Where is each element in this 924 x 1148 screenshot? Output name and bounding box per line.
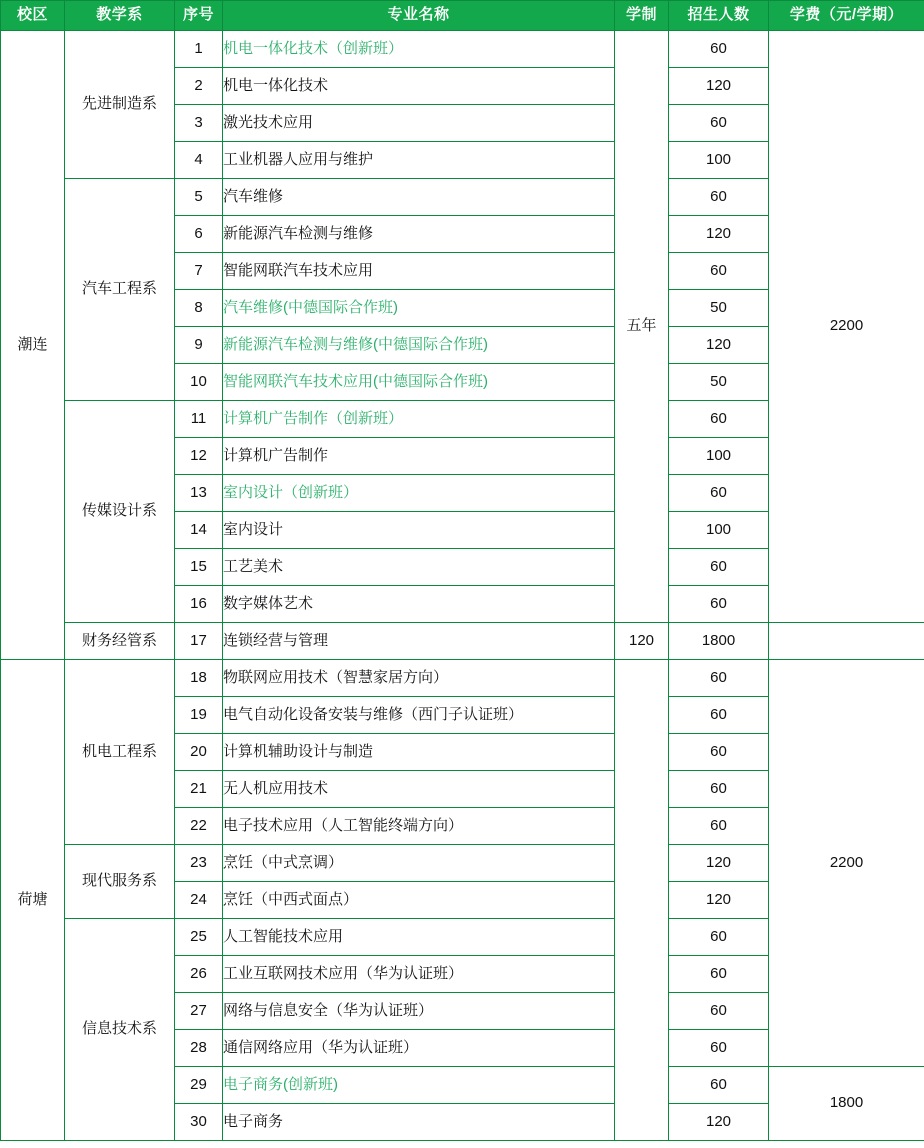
row-quota: 120 [669, 216, 769, 253]
row-no: 16 [175, 586, 223, 623]
row-quota: 120 [669, 327, 769, 364]
campus-cell-chaolian: 潮连 [1, 31, 65, 660]
row-no: 23 [175, 845, 223, 882]
row-quota: 60 [669, 549, 769, 586]
dept-cell-modern-service: 现代服务系 [65, 845, 175, 919]
row-quota: 60 [669, 1067, 769, 1104]
row-major: 烹饪（中西式面点） [223, 882, 615, 919]
row-quota: 60 [669, 586, 769, 623]
row-major: 工艺美术 [223, 549, 615, 586]
row-no: 3 [175, 105, 223, 142]
header-fee: 学费（元/学期） [769, 1, 924, 31]
row-quota: 60 [669, 993, 769, 1030]
row-quota: 100 [669, 438, 769, 475]
row-no: 25 [175, 919, 223, 956]
row-no: 6 [175, 216, 223, 253]
row-quota: 60 [669, 919, 769, 956]
row-no: 9 [175, 327, 223, 364]
row-no: 18 [175, 660, 223, 697]
row-no: 5 [175, 179, 223, 216]
row-quota: 120 [669, 882, 769, 919]
row-major: 计算机广告制作 [223, 438, 615, 475]
dept-cell-mechatronics-engineering: 机电工程系 [65, 660, 175, 845]
row-major: 电子技术应用（人工智能终端方向） [223, 808, 615, 845]
header-no: 序号 [175, 1, 223, 31]
row-major: 机电一体化技术 [223, 68, 615, 105]
row-major: 激光技术应用 [223, 105, 615, 142]
row-major: 智能网联汽车技术应用 [223, 253, 615, 290]
row-major: 智能网联汽车技术应用(中德国际合作班) [223, 364, 615, 401]
row-quota: 120 [615, 623, 669, 660]
campus-cell-hetang: 荷塘 [1, 660, 65, 1141]
fee-cell-2200-hetang: 2200 [769, 660, 924, 1067]
row-no: 8 [175, 290, 223, 327]
row-major: 计算机辅助设计与制造 [223, 734, 615, 771]
row-no: 21 [175, 771, 223, 808]
row-major: 电子商务 [223, 1104, 615, 1141]
row-quota: 60 [669, 253, 769, 290]
row-major: 物联网应用技术（智慧家居方向） [223, 660, 615, 697]
row-major: 工业互联网技术应用（华为认证班） [223, 956, 615, 993]
row-no: 17 [175, 623, 223, 660]
row-major: 汽车维修(中德国际合作班) [223, 290, 615, 327]
header-quota: 招生人数 [669, 1, 769, 31]
row-no: 4 [175, 142, 223, 179]
row-major: 数字媒体艺术 [223, 586, 615, 623]
row-no: 10 [175, 364, 223, 401]
row-major: 室内设计（创新班） [223, 475, 615, 512]
header-campus: 校区 [1, 1, 65, 31]
years-cell [615, 660, 669, 1141]
row-major: 烹饪（中式烹调） [223, 845, 615, 882]
row-quota: 60 [669, 771, 769, 808]
row-no: 26 [175, 956, 223, 993]
fee-cell-1800-hetang: 1800 [769, 1067, 924, 1141]
row-major: 工业机器人应用与维护 [223, 142, 615, 179]
row-major: 机电一体化技术（创新班） [223, 31, 615, 68]
row-major: 汽车维修 [223, 179, 615, 216]
row-major: 电子商务(创新班) [223, 1067, 615, 1104]
row-no: 13 [175, 475, 223, 512]
row-major: 新能源汽车检测与维修(中德国际合作班) [223, 327, 615, 364]
dept-cell-information-technology: 信息技术系 [65, 919, 175, 1141]
row-quota: 120 [669, 845, 769, 882]
table-row [1, 623, 924, 660]
row-no: 20 [175, 734, 223, 771]
table-row [1, 31, 924, 68]
row-no: 24 [175, 882, 223, 919]
row-quota: 50 [669, 290, 769, 327]
row-quota: 60 [669, 401, 769, 438]
row-quota: 60 [669, 105, 769, 142]
row-quota: 60 [669, 660, 769, 697]
row-no: 28 [175, 1030, 223, 1067]
row-no: 12 [175, 438, 223, 475]
row-quota: 60 [669, 697, 769, 734]
row-no: 29 [175, 1067, 223, 1104]
row-quota: 120 [669, 68, 769, 105]
header-years: 学制 [615, 1, 669, 31]
row-major: 室内设计 [223, 512, 615, 549]
row-major: 电气自动化设备安装与维修（西门子认证班） [223, 697, 615, 734]
dept-cell-advanced-manufacturing: 先进制造系 [65, 31, 175, 179]
row-quota: 60 [669, 475, 769, 512]
row-quota: 100 [669, 512, 769, 549]
dept-cell-media-design: 传媒设计系 [65, 401, 175, 623]
row-quota: 60 [669, 31, 769, 68]
row-quota: 100 [669, 142, 769, 179]
row-quota: 60 [669, 734, 769, 771]
row-no: 2 [175, 68, 223, 105]
row-major: 连锁经营与管理 [223, 623, 615, 660]
row-major: 无人机应用技术 [223, 771, 615, 808]
years-cell: 五年 [615, 31, 669, 623]
fee-cell-1800-chaolian: 1800 [669, 623, 769, 660]
row-major: 网络与信息安全（华为认证班） [223, 993, 615, 1030]
row-no: 19 [175, 697, 223, 734]
row-no: 11 [175, 401, 223, 438]
fee-cell-2200-chaolian: 2200 [769, 31, 924, 623]
header-dept: 教学系 [65, 1, 175, 31]
dept-cell-finance-management: 财务经管系 [65, 623, 175, 660]
majors-table-body [1, 31, 924, 1141]
table-header-row [1, 1, 924, 31]
row-major: 计算机广告制作（创新班） [223, 401, 615, 438]
row-quota: 50 [669, 364, 769, 401]
table-row [1, 660, 924, 697]
row-major: 新能源汽车检测与维修 [223, 216, 615, 253]
row-major: 人工智能技术应用 [223, 919, 615, 956]
row-no: 30 [175, 1104, 223, 1141]
row-no: 15 [175, 549, 223, 586]
row-major: 通信网络应用（华为认证班） [223, 1030, 615, 1067]
dept-cell-automotive-engineering: 汽车工程系 [65, 179, 175, 401]
header-major: 专业名称 [223, 1, 615, 31]
row-quota: 60 [669, 179, 769, 216]
row-no: 14 [175, 512, 223, 549]
row-no: 22 [175, 808, 223, 845]
row-no: 1 [175, 31, 223, 68]
row-quota: 60 [669, 956, 769, 993]
row-quota: 120 [669, 1104, 769, 1141]
row-quota: 60 [669, 1030, 769, 1067]
row-no: 7 [175, 253, 223, 290]
row-quota: 60 [669, 808, 769, 845]
row-no: 27 [175, 993, 223, 1030]
